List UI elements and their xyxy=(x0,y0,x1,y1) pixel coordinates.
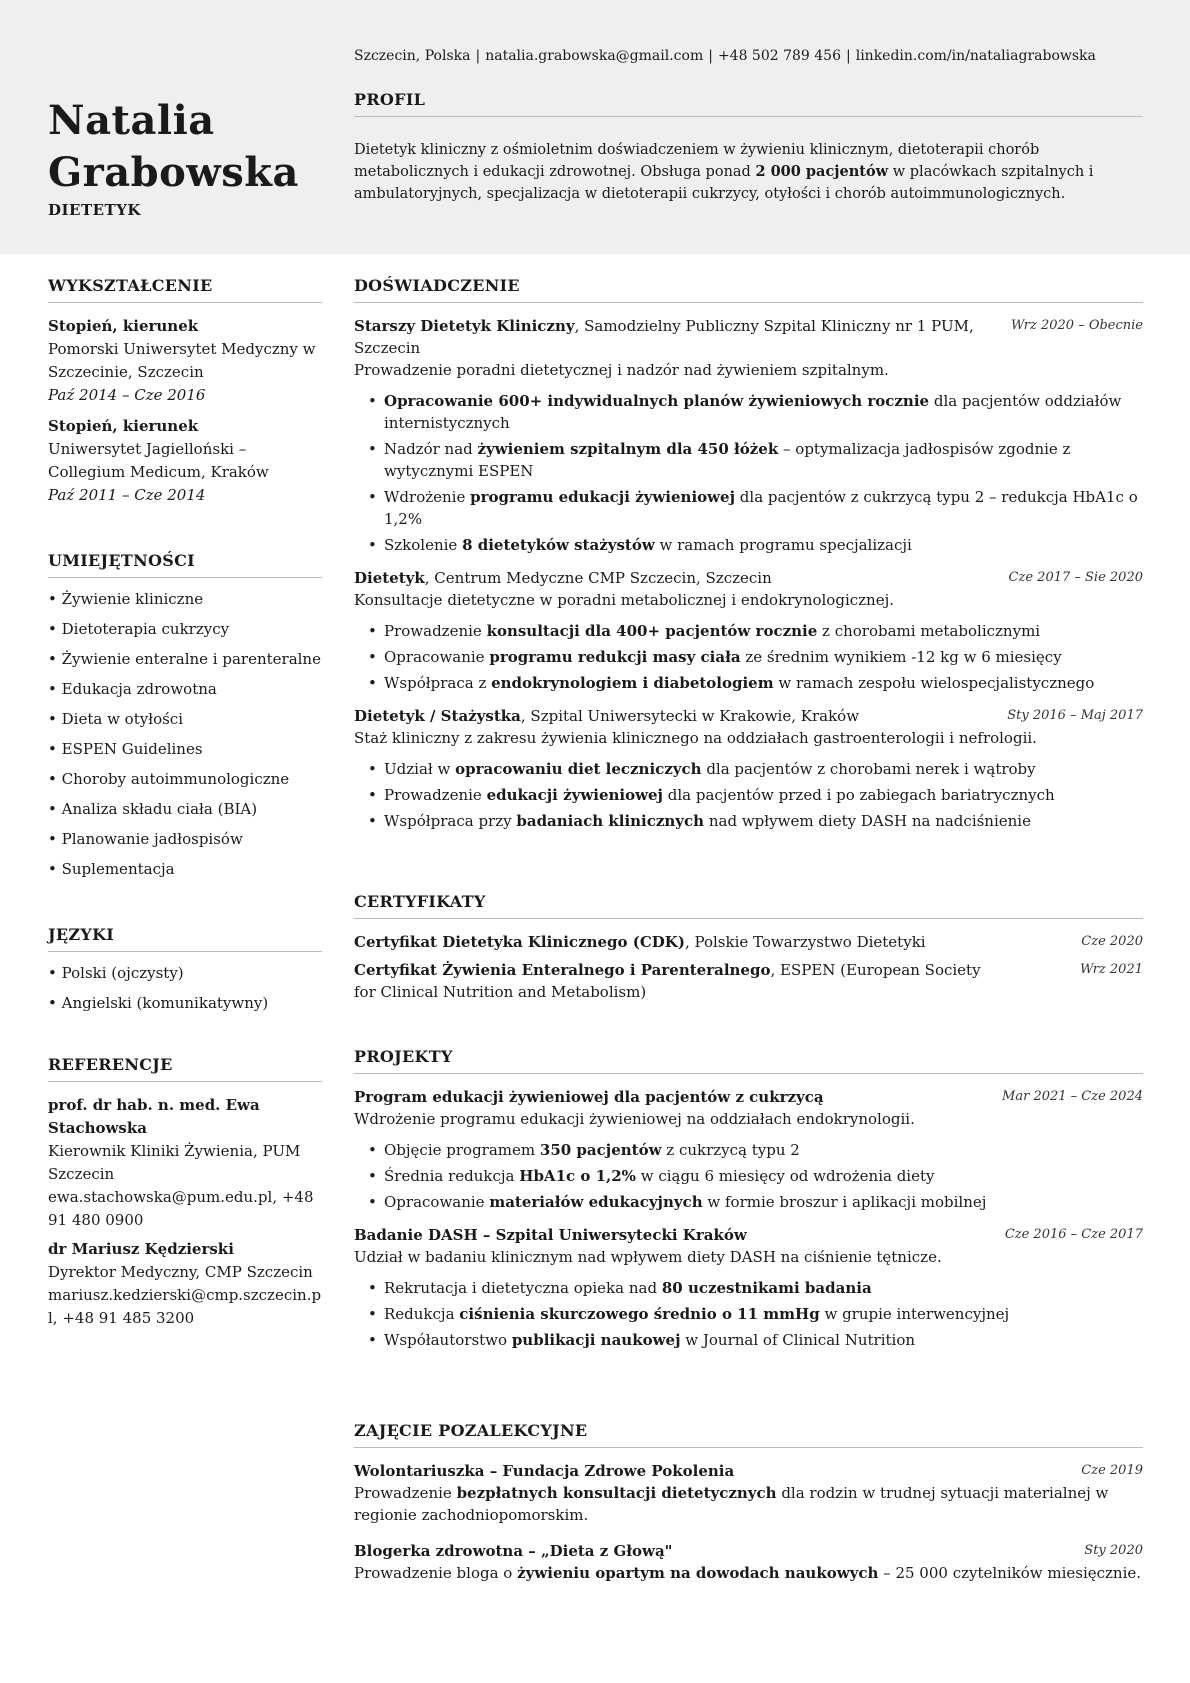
bullet-item: • Nadzór nad żywieniem szpitalnym dla 450 łóżek – optymalizacja jadłospisów zgodnie z wytycznymi ESPEN xyxy=(354,438,1143,482)
contact-line xyxy=(354,48,1096,64)
skill-item: • Planowanie jadłospisów xyxy=(48,824,322,854)
project-header xyxy=(354,1086,1143,1108)
contact-linkedin[interactable]: linkedin.com/in/nataliagrabowska xyxy=(855,48,1096,64)
job-position: Starszy Dietetyk Kliniczny xyxy=(354,317,575,335)
bullet-item: • Opracowanie materiałów edukacyjnych w formie broszur i aplikacji mobilnej xyxy=(354,1191,1143,1213)
project-header xyxy=(354,1224,1143,1246)
education-item xyxy=(48,415,322,507)
education-school: Pomorski Uniwersytet Medyczny w Szczecinie, Szczecin xyxy=(48,340,316,381)
education-section xyxy=(48,276,322,515)
certificate-date: Wrz 2021 xyxy=(1079,962,1143,977)
skill-item: • Edukacja zdrowotna xyxy=(48,674,322,704)
activity-description: Prowadzenie bloga o żywieniu opartym na dowodach naukowych – 25 000 czytelników miesięcznie. xyxy=(354,1564,1142,1582)
activity-entry xyxy=(354,1460,1143,1526)
section-heading: REFERENCJE xyxy=(48,1055,322,1082)
bullet-list xyxy=(354,390,1143,556)
certificate-name: Certyfikat Dietetyka Klinicznego (CDK) xyxy=(354,933,685,951)
skill-item: • Choroby autoimmunologiczne xyxy=(48,764,322,794)
activity-name: Blogerka zdrowotna – „Dieta z Głową" xyxy=(354,1542,673,1560)
contact-separator: | xyxy=(708,48,713,64)
project-entry xyxy=(354,1224,1143,1351)
reference-name: prof. dr hab. n. med. Ewa Stachowska xyxy=(48,1096,260,1137)
skill-item: • Analiza składu ciała (BIA) xyxy=(48,794,322,824)
section-heading: PROJEKTY xyxy=(354,1047,1143,1074)
reference-contact[interactable]: ewa.stachowska@pum.edu.pl, +48 91 480 0900 xyxy=(48,1188,314,1229)
project-dates: Mar 2021 – Cze 2024 xyxy=(1002,1089,1143,1104)
first-name: Natalia xyxy=(48,97,215,144)
job-position: Dietetyk xyxy=(354,569,425,587)
last-name: Grabowska xyxy=(48,149,299,196)
certificate-header xyxy=(354,931,1143,953)
certificate-issuer: , ESPEN (European Society for Clinical Nutrition and Metabolism) xyxy=(354,961,981,1001)
activity-name: Wolontariuszka – Fundacja Zdrowe Pokolenia xyxy=(354,1462,735,1480)
bullet-item: • Średnia redukcja HbA1c o 1,2% w ciągu 6 miesięcy od wdrożenia diety xyxy=(354,1165,1143,1187)
bullet-item: • Udział w opracowaniu diet leczniczych dla pacjentów z chorobami nerek i wątroby xyxy=(354,758,1143,780)
project-entry xyxy=(354,1086,1143,1213)
skill-item: • Dieta w otyłości xyxy=(48,704,322,734)
education-dates: Paź 2011 – Cze 2014 xyxy=(48,486,206,504)
skill-item: • Suplementacja xyxy=(48,854,322,884)
job-dates: Wrz 2020 – Obecnie xyxy=(1011,318,1143,333)
experience-section xyxy=(354,276,1143,843)
activity-date: Cze 2019 xyxy=(1081,1463,1143,1478)
bullet-item: • Redukcja ciśnienia skurczowego średnio o 11 mmHg w grupie interwencyjnej xyxy=(354,1303,1143,1325)
bullet-list xyxy=(354,1277,1143,1351)
projects-section xyxy=(354,1047,1143,1362)
certificate-issuer: , Polskie Towarzystwo Dietetyki xyxy=(684,933,926,951)
job-dates: Cze 2017 – Sie 2020 xyxy=(1008,570,1143,585)
certificates-section xyxy=(354,892,1143,1009)
profile-section xyxy=(354,90,1143,205)
languages-section xyxy=(48,925,322,1018)
job-employer: , Samodzielny Publiczny Szpital Kliniczny nr 1 PUM, Szczecin xyxy=(354,317,974,357)
project-name: Badanie DASH – Szpital Uniwersytecki Kraków xyxy=(354,1226,747,1244)
bullet-item: • Prowadzenie edukacji żywieniowej dla pacjentów przed i po zabiegach bariatrycznych xyxy=(354,784,1143,806)
experience-entry xyxy=(354,315,1143,556)
reference-contact[interactable]: mariusz.kedzierski@cmp.szczecin.pl, +48 91 485 3200 xyxy=(48,1286,322,1327)
section-heading: JĘZYKI xyxy=(48,925,322,952)
bullet-item: • Współautorstwo publikacji naukowej w Journal of Clinical Nutrition xyxy=(354,1329,1143,1351)
language-item: • Polski (ojczysty) xyxy=(48,958,322,988)
certificate-entry xyxy=(354,959,1143,1003)
job-dates: Sty 2016 – Maj 2017 xyxy=(1007,708,1143,723)
bullet-item: • Szkolenie 8 dietetyków stażystów w ramach programu specjalizacji xyxy=(354,534,1143,556)
section-heading: PROFIL xyxy=(354,90,1143,117)
project-description: Udział w badaniu klinicznym nad wpływem diety DASH na ciśnienie tętnicze. xyxy=(354,1248,942,1266)
project-dates: Cze 2016 – Cze 2017 xyxy=(1004,1227,1143,1242)
experience-header xyxy=(354,567,1143,589)
language-item: • Angielski (komunikatywny) xyxy=(48,988,322,1018)
contact-phone[interactable]: +48 502 789 456 xyxy=(717,48,841,64)
certificate-header xyxy=(354,959,1143,1003)
experience-entry xyxy=(354,705,1143,832)
section-heading: UMIEJĘTNOŚCI xyxy=(48,551,322,578)
bullet-item: • Rekrutacja i dietetyczna opieka nad 80 uczestnikami badania xyxy=(354,1277,1143,1299)
activity-entry xyxy=(354,1540,1143,1584)
activity-date: Sty 2020 xyxy=(1084,1543,1143,1558)
reference-role: Kierownik Kliniki Żywienia, PUM Szczecin xyxy=(48,1142,301,1183)
activities-section xyxy=(354,1421,1143,1598)
job-employer: , Szpital Uniwersytecki w Krakowie, Kraków xyxy=(520,707,860,725)
experience-entry xyxy=(354,567,1143,694)
contact-separator: | xyxy=(846,48,851,64)
bullet-item: • Współpraca z endokrynologiem i diabetologiem w ramach zespołu wielospecjalistycznego xyxy=(354,672,1143,694)
job-employer: , Centrum Medyczne CMP Szczecin, Szczecin xyxy=(424,569,772,587)
skill-item: • Dietoterapia cukrzycy xyxy=(48,614,322,644)
contact-email[interactable]: natalia.grabowska@gmail.com xyxy=(485,48,704,64)
certificate-date: Cze 2020 xyxy=(1081,934,1143,949)
skill-item: • Żywienie kliniczne xyxy=(48,584,322,614)
bullet-item: • Opracowanie programu redukcji masy ciała ze średnim wynikiem -12 kg w 6 miesięcy xyxy=(354,646,1143,668)
job-description: Prowadzenie poradni dietetycznej i nadzór nad żywieniem szpitalnym. xyxy=(354,361,889,379)
skills-section xyxy=(48,551,322,884)
profile-text: Dietetyk kliniczny z ośmioletnim doświadczeniem w żywieniu klinicznym, dietoterapii chorób metabolicznych i edukacji zdrowotnej. Obsługa ponad 2 000 pacjentów w placówkach szpitalnych i ambulatoryjnych, specjalizacja w dietoterapii cukrzycy, otyłości i chorób autoimmunologicznych. xyxy=(354,142,1094,202)
activity-header xyxy=(354,1460,1143,1482)
education-dates: Paź 2014 – Cze 2016 xyxy=(48,386,206,404)
certificate-name: Certyfikat Żywienia Enteralnego i Parenteralnego xyxy=(354,961,771,979)
bullet-item: • Objęcie programem 350 pacjentów z cukrzycą typu 2 xyxy=(354,1139,1143,1161)
job-description: Konsultacje dietetyczne w poradni metabolicznej i endokrynologicznej. xyxy=(354,591,894,609)
contact-location: Szczecin, Polska xyxy=(354,48,471,64)
activity-header xyxy=(354,1540,1143,1562)
bullet-item: • Wdrożenie programu edukacji żywieniowej dla pacjentów z cukrzycą typu 2 – redukcja HbA1c o 1,2% xyxy=(354,486,1143,530)
references-section xyxy=(48,1055,322,1336)
reference-role: Dyrektor Medyczny, CMP Szczecin xyxy=(48,1263,313,1281)
job-position: Dietetyk / Stażystka xyxy=(354,707,521,725)
education-school: Uniwersytet Jagielloński – Collegium Medicum, Kraków xyxy=(48,440,269,481)
section-heading: WYKSZTAŁCENIE xyxy=(48,276,322,303)
activity-description: Prowadzenie bezpłatnych konsultacji dietetycznych dla rodzin w trudnej sytuacji materialnej w regionie zachodniopomorskim. xyxy=(354,1484,1109,1524)
education-degree: Stopień, kierunek xyxy=(48,317,199,335)
candidate-name xyxy=(48,95,299,199)
project-name: Program edukacji żywieniowej dla pacjentów z cukrzycą xyxy=(354,1088,824,1106)
project-description: Wdrożenie programu edukacji żywieniowej na oddziałach endokrynologii. xyxy=(354,1110,915,1128)
bullet-list xyxy=(354,620,1143,694)
education-degree: Stopień, kierunek xyxy=(48,417,199,435)
section-heading: ZAJĘCIE POZALEKCYJNE xyxy=(354,1421,1143,1448)
experience-header xyxy=(354,315,1143,359)
bullet-item: • Prowadzenie konsultacji dla 400+ pacjentów rocznie z chorobami metabolicznymi xyxy=(354,620,1143,642)
skill-item: • Żywienie enteralne i parenteralne xyxy=(48,644,322,674)
bullet-list xyxy=(354,758,1143,832)
education-item xyxy=(48,315,322,407)
certificate-entry xyxy=(354,931,1143,953)
section-heading: DOŚWIADCZENIE xyxy=(354,276,1143,303)
reference-item xyxy=(48,1094,322,1232)
reference-item xyxy=(48,1238,322,1330)
experience-header xyxy=(354,705,1143,727)
reference-name: dr Mariusz Kędzierski xyxy=(48,1240,234,1258)
bullet-item: • Opracowanie 600+ indywidualnych planów żywieniowych rocznie dla pacjentów oddziałów internistycznych xyxy=(354,390,1143,434)
job-description: Staż kliniczny z zakresu żywienia klinicznego na oddziałach gastroenterologii i nefrologii. xyxy=(354,729,1037,747)
section-heading: CERTYFIKATY xyxy=(354,892,1143,919)
job-title: DIETETYK xyxy=(48,201,141,219)
skill-item: • ESPEN Guidelines xyxy=(48,734,322,764)
bullet-item: • Współpraca przy badaniach klinicznych nad wpływem diety DASH na nadciśnienie xyxy=(354,810,1143,832)
contact-separator: | xyxy=(475,48,481,64)
bullet-list xyxy=(354,1139,1143,1213)
